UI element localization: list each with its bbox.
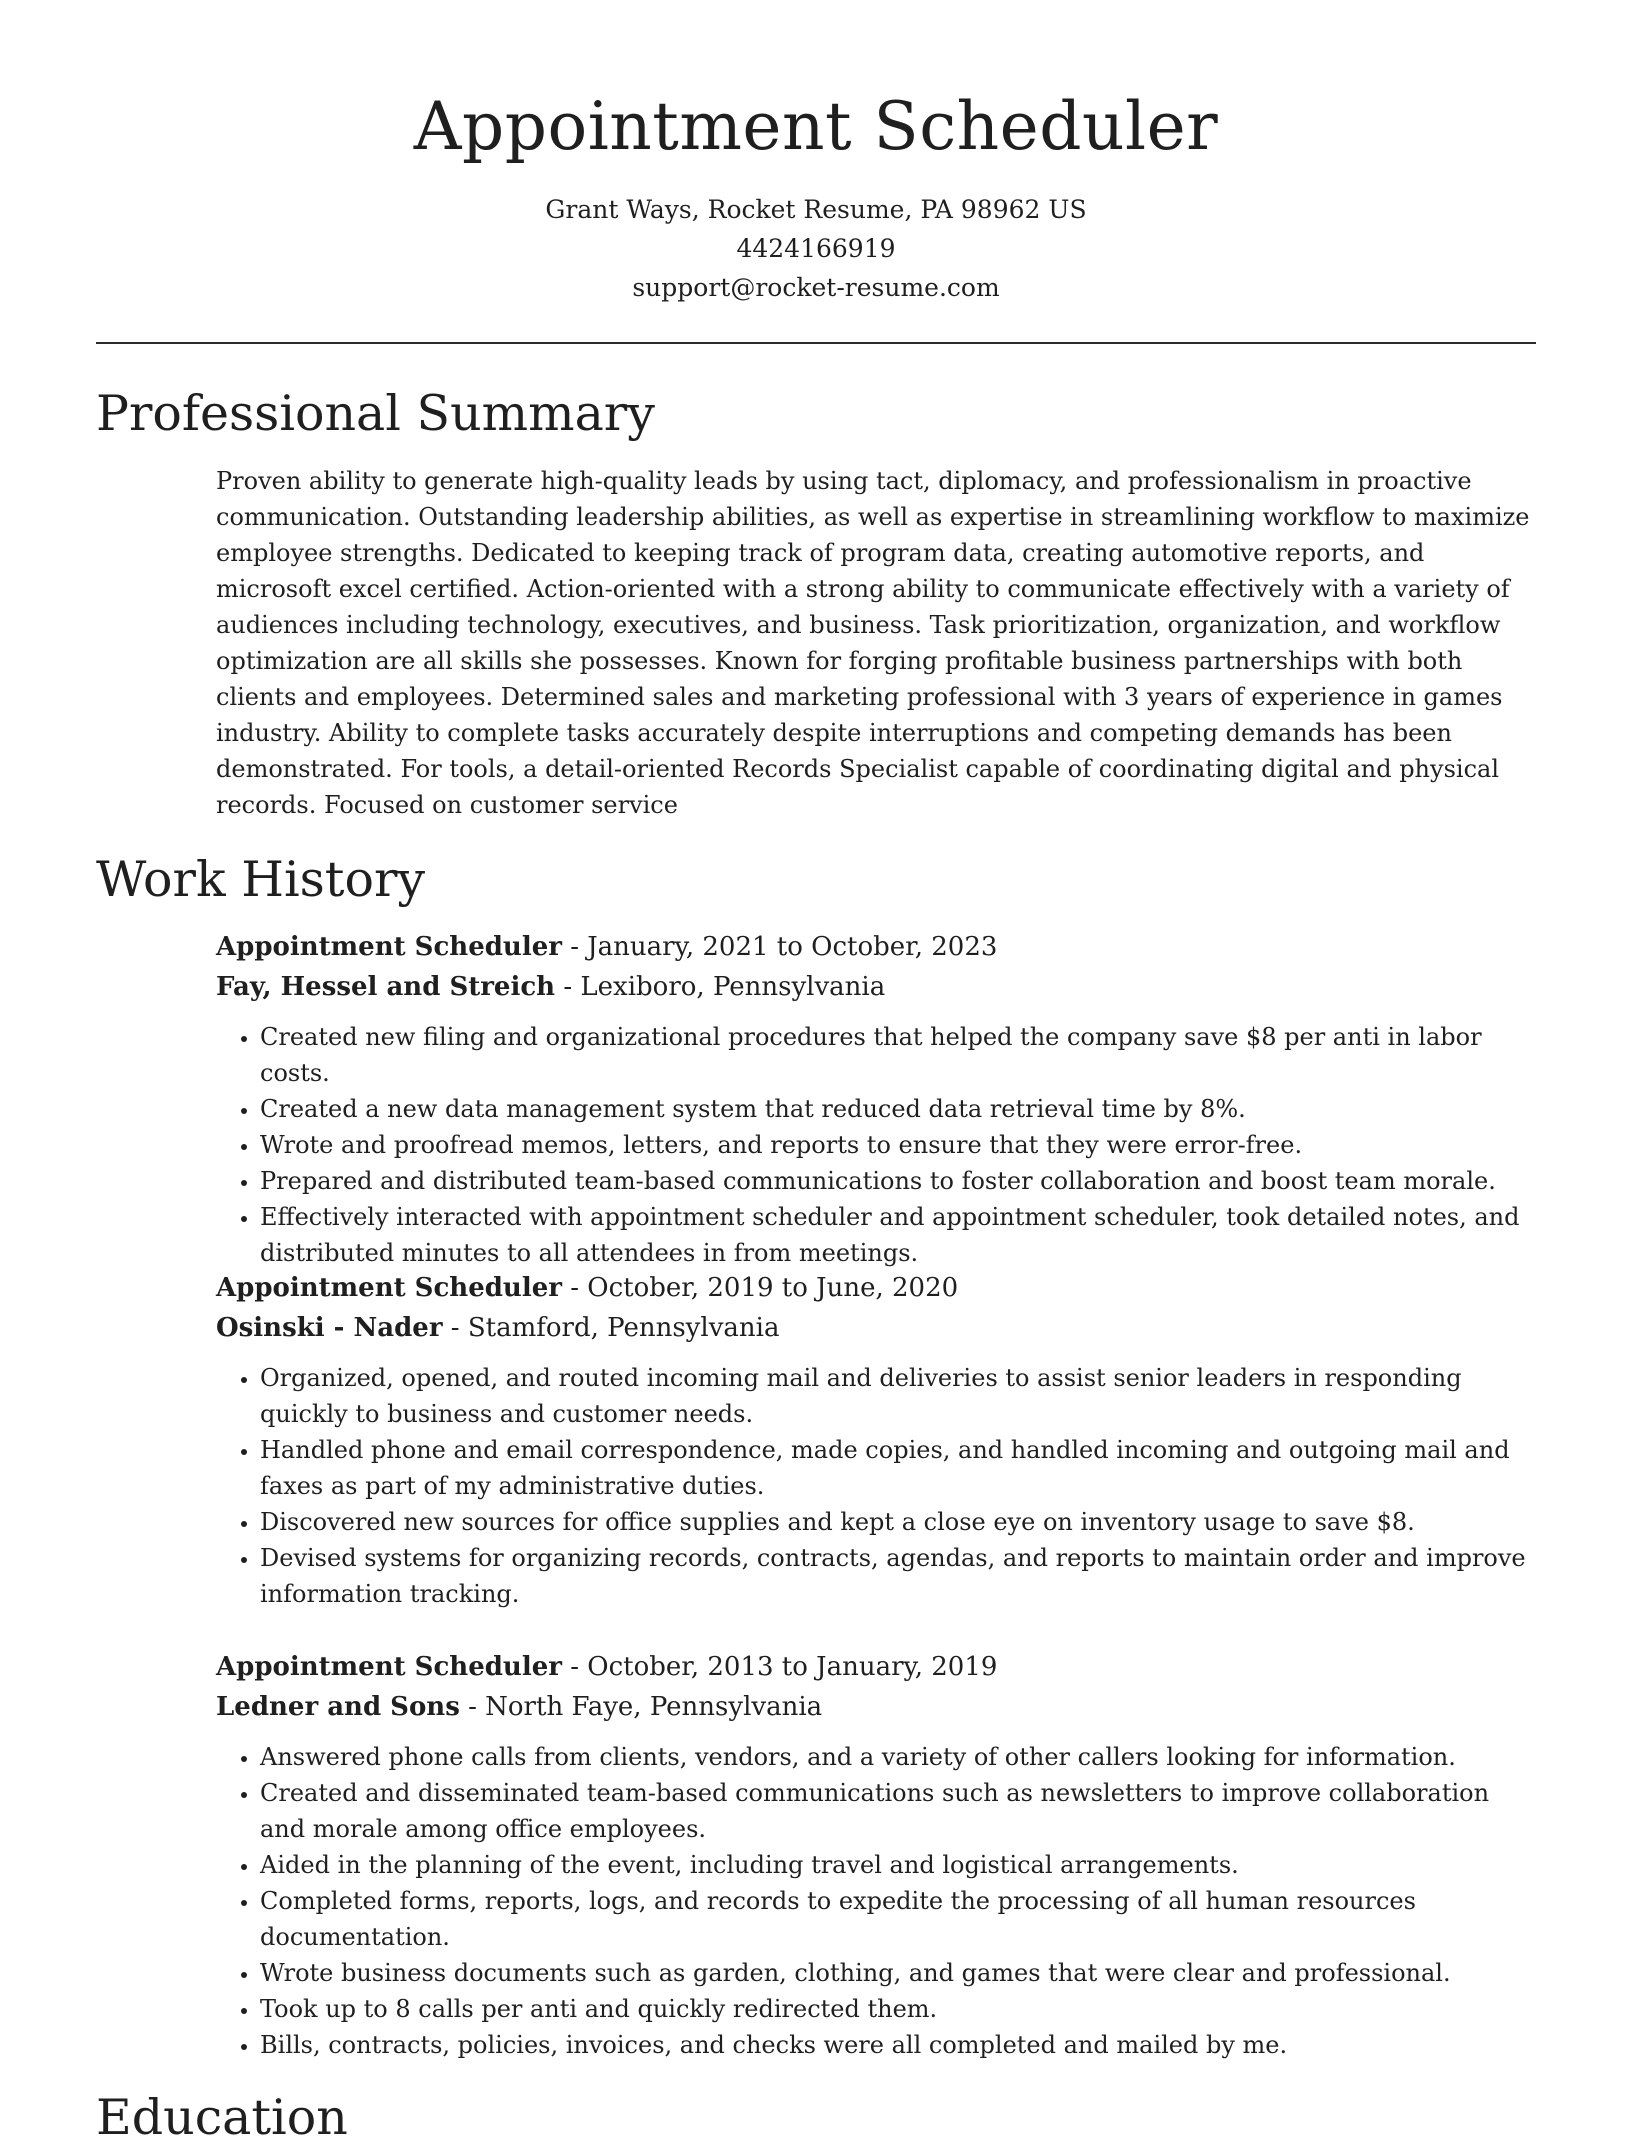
job-bullet: • Completed forms, reports, logs, and records to expedite the processing of all human resources documentation.: [260, 1883, 1538, 1955]
contact-address: Grant Ways, Rocket Resume, PA 98962 US: [545, 195, 1087, 224]
job-bullet: • Created and disseminated team-based communications such as newsletters to improve collaboration and morale among office employees.: [260, 1775, 1538, 1847]
job-title-line: [216, 927, 1538, 967]
job-entry: [216, 927, 1538, 1271]
job-bullet: • Organized, opened, and routed incoming mail and deliveries to assist senior leaders in responding quickly to business and customer needs.: [260, 1360, 1538, 1432]
job-dates: - January, 2021 to October, 2023: [561, 932, 998, 962]
job-company-line: [216, 1687, 1538, 1727]
job-bullets: [216, 1019, 1538, 1271]
job-bullet: • Bills, contracts, policies, invoices, and checks were all completed and mailed by me.: [260, 2027, 1538, 2063]
job-bullet: • Wrote business documents such as garden, clothing, and games that were clear and professional.: [260, 1955, 1538, 1991]
job-bullet: • Created a new data management system that reduced data retrieval time by 8%.: [260, 1091, 1538, 1127]
job-location: - North Faye, Pennsylvania: [459, 1692, 823, 1722]
job-company: Osinski - Nader: [216, 1313, 443, 1343]
contact-email: support@rocket-resume.com: [632, 273, 1000, 302]
job-bullet: • Created new filing and organizational procedures that helped the company save $8 per anti in labor costs.: [260, 1019, 1538, 1091]
job-company-line: [216, 967, 1538, 1007]
job-location: - Lexiboro, Pennsylvania: [555, 972, 886, 1002]
job-bullet: • Effectively interacted with appointment scheduler and appointment scheduler, took detailed notes, and distributed minutes to all attendees in from meetings.: [260, 1199, 1538, 1271]
job-location: - Stamford, Pennsylvania: [442, 1313, 780, 1343]
job-bullet: • Prepared and distributed team-based communications to foster collaboration and boost team morale.: [260, 1163, 1538, 1199]
header-divider: [96, 342, 1536, 344]
job-company: Ledner and Sons: [216, 1692, 460, 1722]
job-bullet: • Answered phone calls from clients, vendors, and a variety of other callers looking for information.: [260, 1739, 1538, 1775]
job-bullets: [216, 1739, 1538, 2063]
job-title-line: [216, 1647, 1538, 1687]
job-bullet: • Wrote and proofread memos, letters, and reports to ensure that they were error-free.: [260, 1127, 1538, 1163]
summary-text: Proven ability to generate high-quality leads by using tact, diplomacy, and professionalism in proactive communication. Outstanding leadership abilities, as well as expertise in streamlining workflow to maximize employee strengths. Dedicated to keeping track of program data, creating automotive reports, and microsoft excel certified. Action-oriented with a strong ability to communicate effectively with a variety of audiences including technology, executives, and business. Task prioritization, organization, and workflow optimization are all skills she possesses. Known for forging profitable business partnerships with both clients and employees. Determined sales and marketing professional with 3 years of experience in games industry. Ability to complete tasks accurately despite interruptions and competing demands has been demonstrated. For tools, a detail-oriented Records Specialist capable of coordinating digital and physical records. Focused on customer service: [216, 467, 1530, 819]
job-bullet: • Aided in the planning of the event, including travel and logistical arrangements.: [260, 1847, 1538, 1883]
contact-block: [96, 190, 1536, 307]
resume-name: Appointment Scheduler: [413, 88, 1219, 165]
job-title: Appointment Scheduler: [216, 932, 562, 962]
job-bullet: • Took up to 8 calls per anti and quickly redirected them.: [260, 1991, 1538, 2027]
contact-phone: 4424166919: [736, 234, 896, 263]
job-bullet: • Devised systems for organizing records, contracts, agendas, and reports to maintain order and improve information tracking.: [260, 1540, 1538, 1612]
job-dates: - October, 2019 to June, 2020: [561, 1273, 959, 1303]
job-entry: [216, 1647, 1538, 2063]
section-title-summary: Professional Summary: [96, 385, 655, 442]
job-title: Appointment Scheduler: [216, 1273, 562, 1303]
job-title-line: [216, 1268, 1538, 1308]
job-dates: - October, 2013 to January, 2019: [561, 1652, 998, 1682]
job-entry: [216, 1268, 1538, 1612]
section-title-education: Education: [96, 2089, 348, 2146]
job-bullet: • Handled phone and email correspondence, made copies, and handled incoming and outgoing mail and faxes as part of my administrative duties.: [260, 1432, 1538, 1504]
job-company: Fay, Hessel and Streich: [216, 972, 556, 1002]
job-company-line: [216, 1308, 1538, 1348]
job-title: Appointment Scheduler: [216, 1652, 562, 1682]
job-bullet: • Discovered new sources for office supplies and kept a close eye on inventory usage to save $8.: [260, 1504, 1538, 1540]
job-bullets: [216, 1360, 1538, 1612]
section-title-work-history: Work History: [96, 851, 426, 908]
